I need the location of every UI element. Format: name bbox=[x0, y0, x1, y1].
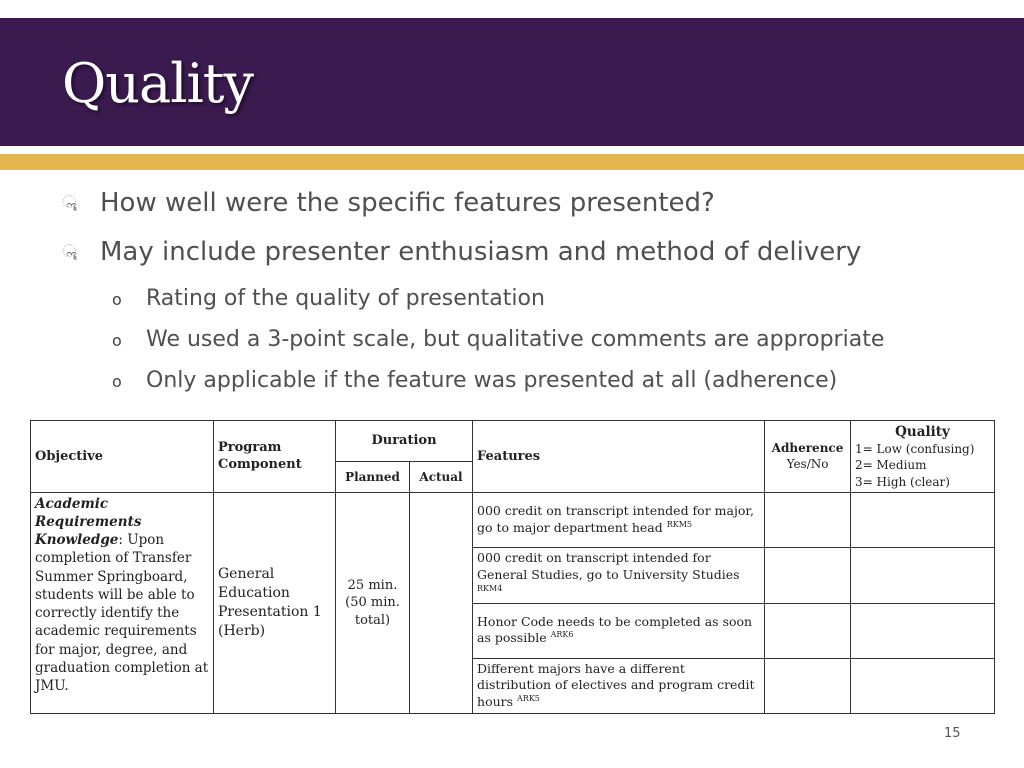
header-program-component: Program Component bbox=[214, 421, 336, 493]
sub-bullet-text: Rating of the quality of presentation bbox=[146, 286, 545, 311]
sub-bullet-item bbox=[112, 368, 837, 393]
header-duration: Duration bbox=[336, 421, 473, 462]
bullet-item bbox=[62, 188, 715, 218]
feature-text: 000 credit on transcript intended for major, go to major department head bbox=[477, 502, 754, 535]
bullet-marker-icon: ೣ bbox=[62, 241, 77, 262]
header-objective: Objective bbox=[31, 421, 214, 493]
sub-bullet-text: Only applicable if the feature was presented at all (adherence) bbox=[146, 368, 838, 393]
sub-bullet-marker-icon: o bbox=[112, 331, 122, 350]
table-row bbox=[31, 492, 995, 547]
sub-bullet-item bbox=[112, 327, 884, 352]
planned-cell: 25 min. (50 min. total) bbox=[336, 492, 410, 714]
objective-description: : Upon completion of Transfer Summer Springboard, students will be able to correctly identify the academic requirements for major, degree, and graduation completion at JMU. bbox=[35, 532, 209, 694]
feature-cell bbox=[473, 658, 765, 714]
feature-cell bbox=[473, 492, 765, 547]
header-adherence-sub: Yes/No bbox=[786, 457, 829, 472]
header-adherence bbox=[765, 421, 851, 493]
header-quality bbox=[851, 421, 995, 493]
adherence-cell bbox=[765, 658, 851, 714]
header-quality-scale-3: 3= High (clear) bbox=[855, 474, 950, 489]
slide-title: Quality bbox=[62, 52, 253, 115]
header-quality-scale-1: 1= Low (confusing) bbox=[855, 442, 975, 457]
bullet-marker-icon: ೣ bbox=[62, 192, 77, 213]
bullet-item bbox=[62, 237, 861, 267]
page-number: 15 bbox=[944, 726, 961, 741]
sub-bullet-marker-icon: o bbox=[112, 290, 122, 309]
header-row bbox=[31, 421, 995, 462]
header-adherence-title: Adherence bbox=[771, 441, 844, 456]
feature-text: Honor Code needs to be completed as soon as possible bbox=[477, 613, 753, 646]
feature-code: ARK6 bbox=[550, 630, 574, 640]
feature-text: Different majors have a different distribution of electives and program credit hours bbox=[477, 660, 755, 710]
quality-cell bbox=[851, 492, 995, 547]
quality-cell bbox=[851, 547, 995, 603]
feature-code: RKM4 bbox=[477, 583, 503, 593]
rubric-table bbox=[30, 420, 995, 714]
sub-bullet-marker-icon: o bbox=[112, 372, 122, 391]
feature-cell bbox=[473, 547, 765, 603]
feature-code: RKM5 bbox=[666, 519, 693, 529]
bullet-text: May include presenter enthusiasm and method of delivery bbox=[100, 237, 862, 267]
objective-title: Academic Requirements Knowledge bbox=[35, 495, 142, 549]
header-planned: Planned bbox=[336, 462, 410, 493]
objective-cell bbox=[31, 492, 214, 714]
accent-bar bbox=[0, 154, 1024, 170]
header-quality-title: Quality bbox=[895, 424, 950, 440]
feature-text: 000 credit on transcript intended for General Studies, go to University Studies bbox=[477, 549, 740, 582]
rubric-table-container bbox=[30, 420, 994, 709]
bullet-text: How well were the specific features presented? bbox=[100, 188, 715, 218]
adherence-cell bbox=[765, 492, 851, 547]
header-quality-scale-2: 2= Medium bbox=[855, 458, 927, 473]
sub-bullet-text: We used a 3-point scale, but qualitative comments are appropriate bbox=[146, 327, 885, 352]
feature-cell bbox=[473, 603, 765, 658]
header-actual: Actual bbox=[410, 462, 473, 493]
quality-cell bbox=[851, 658, 995, 714]
header-features: Features bbox=[473, 421, 765, 493]
feature-code: ARK5 bbox=[517, 694, 540, 704]
adherence-cell bbox=[765, 547, 851, 603]
sub-bullet-item bbox=[112, 286, 545, 311]
quality-cell bbox=[851, 603, 995, 658]
program-component-cell: General Education Presentation 1 (Herb) bbox=[214, 492, 336, 714]
actual-cell bbox=[410, 492, 473, 714]
adherence-cell bbox=[765, 603, 851, 658]
